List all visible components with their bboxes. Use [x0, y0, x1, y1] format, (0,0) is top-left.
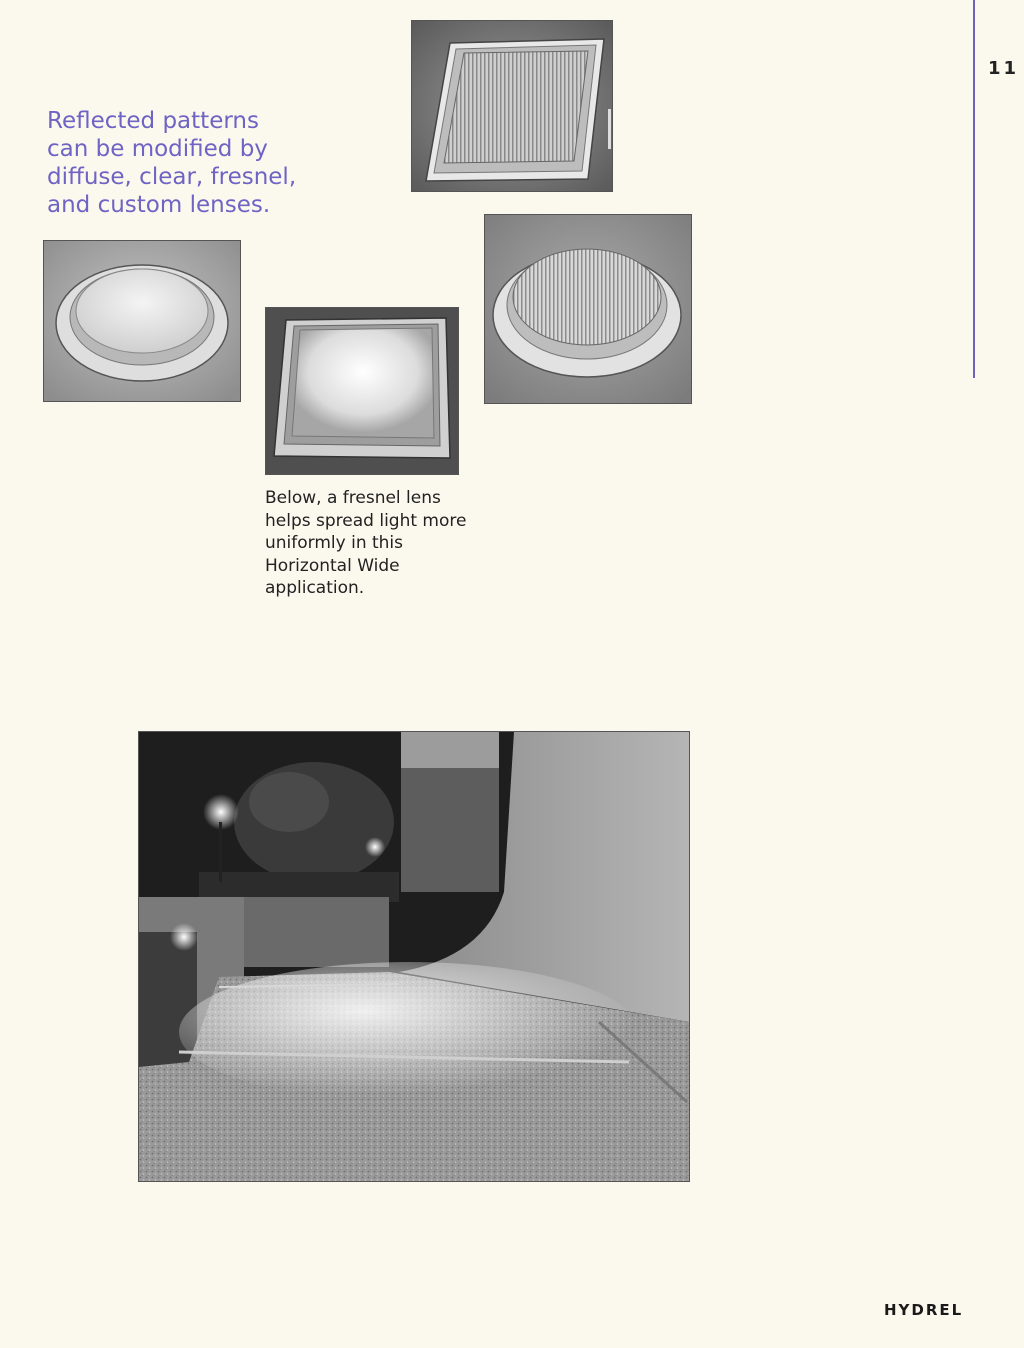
headline-line: and custom lenses. — [47, 192, 271, 218]
caption-line: Horizontal Wide — [265, 555, 400, 576]
headline — [47, 107, 347, 219]
square-clear-lens-photo — [265, 307, 459, 475]
headline-line: Reflected patterns — [47, 108, 259, 134]
round-diffuse-lens-photo — [43, 240, 241, 402]
page-number: 11 — [988, 58, 1020, 79]
caption-line: Below, a fresnel lens — [265, 488, 441, 508]
walkway-application-photo — [138, 731, 690, 1182]
headline-line: diffuse, clear, fresnel, — [47, 164, 297, 190]
square-fresnel-lens-photo — [411, 20, 613, 192]
vertical-rule — [973, 0, 975, 378]
caption-line: application. — [265, 578, 365, 598]
caption-line: uniformly in this — [265, 533, 404, 553]
headline-line: can be modified by — [47, 136, 268, 162]
caption — [265, 487, 525, 600]
hydrel-logo: HYDREL — [884, 1301, 964, 1319]
caption-line: helps spread light more — [265, 510, 467, 531]
round-fresnel-lens-photo — [484, 214, 692, 404]
